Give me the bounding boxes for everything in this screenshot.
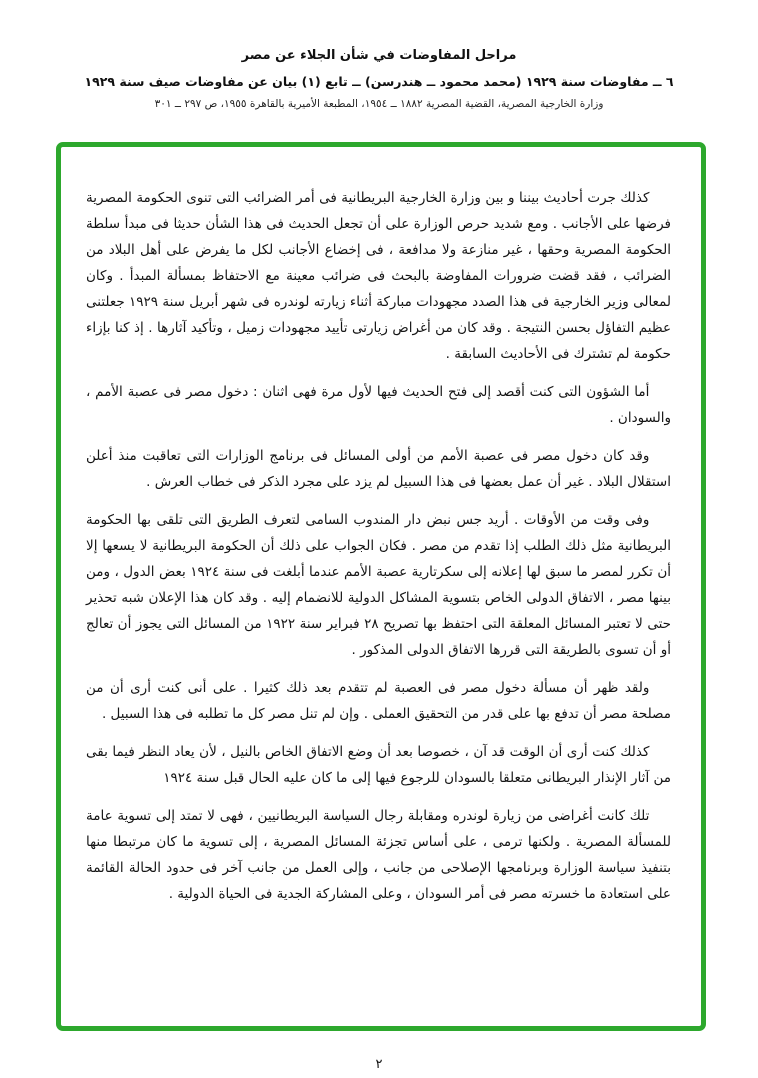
header-subtitle: ٦ ــ مفاوضات سنة ١٩٢٩ (محمد محمود ــ هندرسن) ــ تابع (١) بيان عن مفاوضات صيف سنة ١٩٢٩ [84, 74, 674, 89]
page-number: ٢ [375, 1057, 383, 1072]
body-paragraph: كذلك كنت أرى أن الوقت قد آن ، خصوصا بعد أن وضع الاتفاق الخاص بالنيل ، لأن يعاد النظر فيما بقى من آثار الإنذار البريطانى متعلقا بالسودان للرجوع فيها إلى ما كان عليه الحال قبل سنة ١٩٢٤ [86, 744, 671, 786]
body-paragraph: كذلك جرت أحاديث بيننا و بين وزارة الخارجية البريطانية فى أمر الضرائب التى تنوى الحكومة المصرية فرضها على الأجانب . ومع شديد حرص الوزارة على أن تجعل الحديث فى هذا الشأن حديثا فى مبدأ سلطة الحكومة المصرية وحقها ، غير منازعة ولا مدافعة ، فى إخضاع الأجانب لكل ما يفرض على أهل البلاد من الضرائب ، فقد قضت ضرورات المفاوضة بالبحث فى ضرائب معينة مع الاحتفاظ بمسألة المبدأ . وكان لمعالى وزير الخارجية فى هذا الصدد مجهودات مباركة أثناء زيارته لوندره فى شهر أبريل سنة ١٩٢٩ جعلتنى عظيم التفاؤل بحسن النتيجة . وقد كان من أغراض زيارتى تأييد مجهودات زميل ، وتأكيد آثارها . إذ كنا بإزاء حكومة لم تشترك فى الأحاديث السابقة . [86, 190, 671, 362]
green-border-frame [56, 142, 706, 1031]
body-paragraph: أما الشؤون التى كنت أقصد إلى فتح الحديث فيها لأول مرة فهى اثنان : دخول مصر فى عصبة الأمم ، والسودان . [86, 384, 671, 426]
body-paragraph: تلك كانت أغراضى من زيارة لوندره ومقابلة رجال السياسة البريطانيين ، فهى لا تمتد إلى تسوية عامة للمسألة المصرية . ولكنها ترمى ، على أساس تجزئة المسائل المصرية ، إلى تسوية ما كان مرتبطا منها بتنفيذ سياسة الوزارة وبرنامجها الإصلاحى من جانب ، وإلى العمل من جانب آخر فى حدود الحالة القائمة على استعادة ما خسرته مصر فى أمر السودان ، وعلى المشاركة الجدية فى الحياة الدولية . [86, 808, 671, 902]
header-title: مراحل المفاوضات في شأن الجلاء عن مصر [241, 48, 517, 63]
body-paragraph: ولقد ظهر أن مسألة دخول مصر فى العصبة لم تتقدم بعد ذلك كثيرا . على أنى كنت أرى أن من مصلحة مصر أن تدفع بها على قدر من التحقيق العملى . وإن لم تنل مصر كل ما تطلبه فى هذا السبيل . [86, 680, 671, 722]
body-paragraph: وفى وقت من الأوقات . أريد جس نبض دار المندوب السامى لتعرف الطريق التى تلقى بها الحكومة البريطانية مثل ذلك الطلب إذا تقدم من مصر . فكان الجواب على ذلك أن الحكومة البريطانية لا يسعها إلا أن تكرر لمصر ما سبق لها إعلانه إلى سكرتارية عصبة الأمم عندما أبلغت فى سنة ١٩٢٤ بعض الدول ، ومن بينها مصر ، الاتفاق الدولى الخاص بتسوية المشاكل الدولية للانضمام إليه . وقد كان هذا الإعلان شبه تحذير حتى لا تعتبر المسائل المعلقة التى احتفظ بها تصريح ٢٨ فبراير سنة ١٩٢٢ من المسائل التى يجوز أن تعالج أو أن تسوى بالطريقة التى قررها الاتفاق الدولى المذكور . [86, 512, 672, 658]
header-source-citation: وزارة الخارجية المصرية، القضية المصرية ١٨٨٢ ــ ١٩٥٤، المطبعة الأميرية بالقاهرة ١٩٥٥، ص ٢٩٧ ــ ٣٠١ [154, 98, 604, 110]
page-header [0, 48, 758, 110]
document-body-text [86, 185, 671, 919]
body-paragraph: وقد كان دخول مصر فى عصبة الأمم من أولى المسائل فى برنامج الوزارات التى تعاقبت منذ أعلن استقلال البلاد . غير أن عمل بعضها فى هذا السبيل لم يزد على مجرد الذكر فى خطاب العرش . [86, 448, 671, 490]
